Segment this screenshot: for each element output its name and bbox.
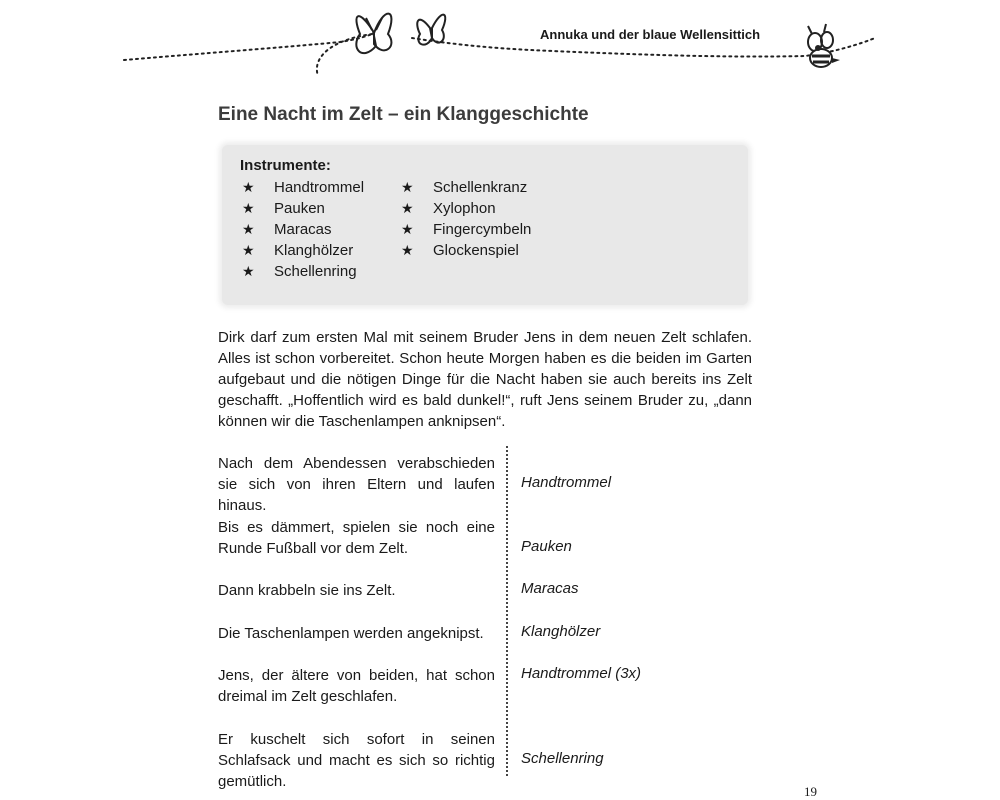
bee-icon xyxy=(808,24,840,67)
list-item: ★ Maracas xyxy=(242,221,332,238)
list-item: ★ Glockenspiel xyxy=(401,242,519,259)
story-text: Er kuschelt sich sofort in seinen Schlafsack und macht es sich so richtig gemütlich. xyxy=(218,731,495,790)
story-instrument: Pauken xyxy=(521,538,572,555)
story-instrument: Schellenring xyxy=(521,750,604,767)
star-icon: ★ xyxy=(242,263,255,279)
story-text: Die Taschenlampen werden angeknipst. xyxy=(218,625,484,642)
star-icon: ★ xyxy=(401,179,414,195)
star-icon: ★ xyxy=(401,200,414,216)
story-instrument: Klanghölzer xyxy=(521,623,601,640)
instruments-column-2 xyxy=(399,177,531,261)
page-title: Eine Nacht im Zelt – ein Klanggeschichte xyxy=(218,104,589,125)
story-text: Bis es dämmert, spielen sie noch eine Runde Fußball vor dem Zelt. xyxy=(218,519,495,557)
list-item: ★ Handtrommel xyxy=(242,179,365,196)
list-item: ★ Schellenkranz xyxy=(401,179,528,196)
list-item: ★ Fingercymbeln xyxy=(401,221,532,238)
instruments-heading: Instrumente: xyxy=(240,157,331,174)
story-instrument: Maracas xyxy=(521,580,579,597)
dotted-divider xyxy=(506,446,508,776)
intro-paragraph: Dirk darf zum ersten Mal mit seinem Bruder Jens in dem neuen Zelt schlafen. Alles ist schon vorbereitet. Schon heute Morgen haben es die beiden im Garten aufgebaut und die nötigen Dinge für die Nacht haben sie auch bereits ins Zelt geschafft. „Hoffentlich wird es bald dunkel!“, ruft Jens seinem Bruder zu, „dann können wir die Taschenlampen anknipsen“. xyxy=(218,329,752,430)
story-text: Nach dem Abendessen verabschieden sie sich von ihren Eltern und laufen hinaus. xyxy=(218,455,495,514)
star-icon: ★ xyxy=(401,221,414,237)
story-instrument: Handtrommel (3x) xyxy=(521,665,642,682)
story-instrument: Handtrommel xyxy=(521,474,612,491)
butterfly-small-icon xyxy=(417,15,445,45)
list-item: ★ Klanghölzer xyxy=(242,242,354,259)
star-icon: ★ xyxy=(242,242,255,258)
star-icon: ★ xyxy=(242,200,255,216)
page-number: 19 xyxy=(804,784,817,799)
header-decoration xyxy=(0,0,1000,90)
instruments-column-1 xyxy=(240,177,364,282)
star-icon: ★ xyxy=(242,179,255,195)
list-item: ★ Pauken xyxy=(242,200,325,217)
list-item: ★ Schellenring xyxy=(242,263,357,280)
star-icon: ★ xyxy=(401,242,414,258)
star-icon: ★ xyxy=(242,221,255,237)
story-text: Dann krabbeln sie ins Zelt. xyxy=(218,582,396,599)
story-text: Jens, der ältere von beiden, hat schon dreimal im Zelt geschlafen. xyxy=(218,667,495,705)
header-title: Annuka und der blaue Wellensittich xyxy=(540,27,761,42)
list-item: ★ Xylophon xyxy=(401,200,496,217)
butterfly-icon xyxy=(356,14,391,54)
